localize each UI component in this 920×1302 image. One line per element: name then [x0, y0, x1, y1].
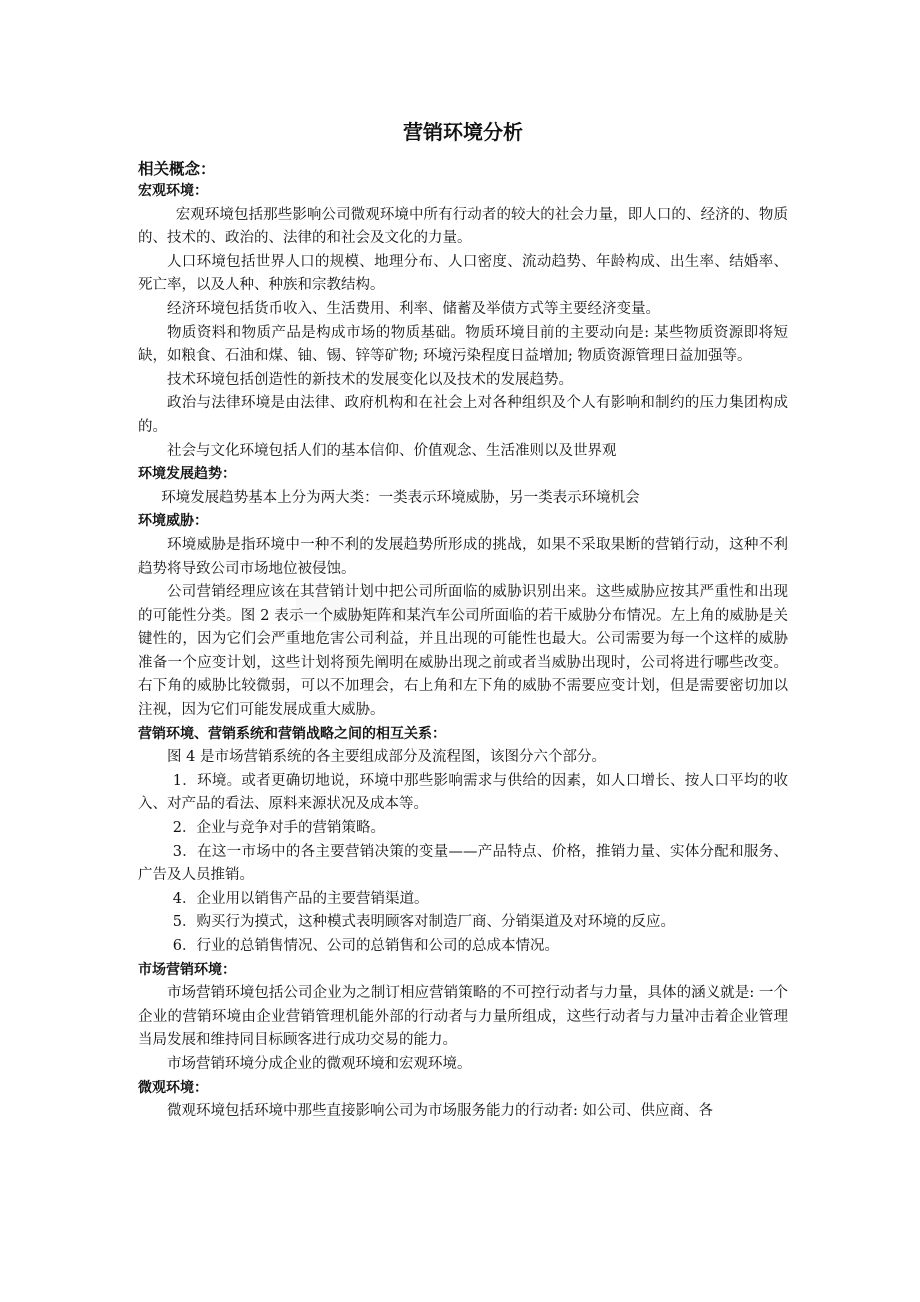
macro-paragraph: 人口环境包括世界人口的规模、地理分布、人口密度、流动趋势、年龄构成、出生率、结婚率、死亡率，以及人种、种族和宗教结构。	[138, 253, 788, 294]
threat-paragraph: 公司营销经理应该在其营销计划中把公司所面临的威胁识别出来。这些威胁应按其严重性和出现的可能性分类。图 2 表示一个威胁矩阵和某汽车公司所面临的若干威胁分布情况。左上角的威胁是关键性的，因为它们会严重地危害公司利益，并且出现的可能性也最大。公司需要为每一个这样的威胁准备一个应变计划，这些计划将预先阐明在威胁出现之前或者当威胁出现时，公司将进行哪些改变。右下角的威胁比较微弱，可以不加理会，右上角和左下角的威胁不需要应变计划，但是需要密切加以注视，因为它们可能发展成重大威胁。	[138, 584, 788, 719]
macro-paragraph: 政治与法律环境是由法律、政府机构和在社会上对各种组织及个人有影响和制约的压力集团构成的。	[138, 395, 788, 435]
market-paragraph: 市场营销环境分成企业的微观环境和宏观环境。	[167, 1055, 472, 1072]
trend-paragraph: 环境发展趋势基本上分为两大类：一类表示环境威胁，另一类表示环境机会	[161, 489, 640, 506]
relation-item: 5．购买行为摸式，这种模式表明顾客对制造厂商、分销渠道及对环境的反应。	[172, 914, 676, 931]
micro-heading: 微观环境：	[138, 1079, 208, 1096]
page-title: 营销环境分析	[403, 120, 523, 144]
relation-item: 3．在这一市场中的各主要营销决策的变量——产品特点、价格，推销力量、实体分配和服务、广告及人员推销。	[138, 843, 788, 884]
macro-paragraph: 物质资料和物质产品是构成市场的物质基础。物质环境目前的主要动向是: 某些物质资源即将短缺，如粮食、石油和煤、铀、锡、锌等矿物; 环境污染程度日益增加; 物质资源管理日益加强等。	[138, 324, 788, 365]
macro-paragraph: 技术环境包括创造性的新技术的发展变化以及技术的发展趋势。	[167, 371, 573, 388]
market-paragraph: 市场营销环境包括公司企业为之制订相应营销策略的不可控行动者与力量，具体的涵义就是: 一个企业的营销环境由企业营销管理机能外部的行动者与力量所组成，这些行动者与力量冲击着企业管理当局发展和维持同目标顾客进行成功交易的能力。	[138, 985, 788, 1049]
relation-item: 1．环境。或者更确切地说，环境中那些影响需求与供给的因素，如人口增长、按人口平均的收入、对产品的看法、原料来源状况及成本等。	[138, 772, 788, 813]
relation-item: 2．企业与竞争对手的营销策略。	[172, 820, 386, 837]
relation-intro: 图 4 是市场营销系统的各主要组成部分及流程图，该图分六个部分。	[167, 749, 606, 766]
trend-heading: 环境发展趋势：	[138, 466, 236, 483]
micro-paragraph: 微观环境包括环境中那些直接影响公司为市场服务能力的行动者: 如公司、供应商、各	[167, 1103, 713, 1120]
macro-paragraph: 社会与文化环境包括人们的基本信仰、价值观念、生活准则以及世界观	[167, 442, 617, 459]
relation-heading: 营销环境、营销系统和营销战略之间的相互关系：	[138, 725, 446, 742]
concepts-heading: 相关概念：	[138, 160, 216, 178]
relation-item: 4．企业用以销售产品的主要营销渠道。	[172, 890, 429, 907]
relation-item: 6．行业的总销售情况、公司的总销售和公司的总成本情况。	[172, 938, 560, 954]
market-heading: 市场营销环境：	[138, 961, 236, 978]
macro-heading: 宏观环境：	[138, 183, 208, 199]
threat-paragraph: 环境威胁是指环境中一种不利的发展趋势所形成的挑战，如果不采取果断的营销行动，这种不利趋势将导致公司市场地位被侵蚀。	[138, 536, 788, 577]
macro-paragraph: 宏观环境包括那些影响公司微观环境中所有行动者的较大的社会力量，即人口的、经济的、物质的、技术的、政治的、法律的和社会及文化的力量。	[138, 206, 788, 247]
macro-paragraph: 经济环境包括货币收入、生活费用、利率、储蓄及举债方式等主要经济变量。	[167, 300, 660, 317]
document-page	[138, 118, 788, 1124]
threat-heading: 环境威胁：	[138, 513, 208, 530]
